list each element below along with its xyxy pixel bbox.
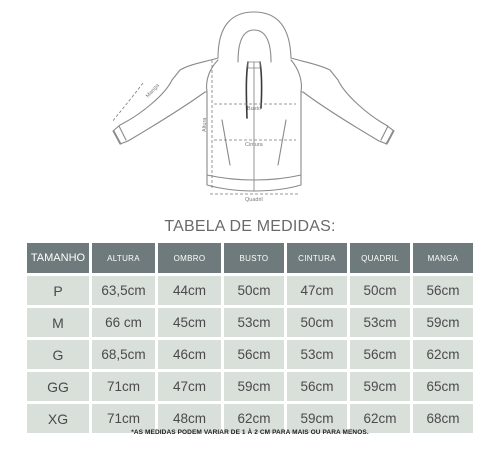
- table-row: [27, 340, 473, 369]
- cintura-label: Cintura: [245, 142, 263, 148]
- cintura-cell: 56cm: [287, 372, 347, 401]
- hood-outline: [218, 12, 291, 58]
- quadril-cell: 62cm: [350, 404, 410, 433]
- size-cell: G: [27, 340, 89, 369]
- manga-cell: 65cm: [413, 372, 473, 401]
- header-quadril: QUADRIL: [350, 243, 410, 273]
- altura-cell: 71cm: [92, 404, 155, 433]
- size-cell: M: [27, 308, 89, 337]
- footnote: *AS MEDIDAS PODEM VARIAR DE 1 À 2 CM PARA MAIS OU PARA MENOS.: [131, 429, 369, 436]
- table-row: [27, 372, 473, 401]
- busto-cell: 59cm: [224, 372, 284, 401]
- left-pocket: [222, 120, 230, 165]
- ombro-cell: 45cm: [158, 308, 221, 337]
- altura-cell: 63,5cm: [92, 276, 155, 305]
- manga-label: Manga: [145, 82, 161, 100]
- right-cuff-seam: [381, 126, 388, 140]
- ombro-cell: 47cm: [158, 372, 221, 401]
- table-header-row: [27, 243, 473, 273]
- header-manga: MANGA: [413, 243, 473, 273]
- header-altura: ALTURA: [92, 243, 155, 273]
- altura-cell: 68,5cm: [92, 340, 155, 369]
- altura-cell: 71cm: [92, 372, 155, 401]
- quadril-cell: 50cm: [350, 276, 410, 305]
- table-row: [27, 276, 473, 305]
- busto-cell: 56cm: [224, 340, 284, 369]
- quadril-cell: 59cm: [350, 372, 410, 401]
- table-row: [27, 308, 473, 337]
- busto-cell: 62cm: [224, 404, 284, 433]
- quadril-cell: 53cm: [350, 308, 410, 337]
- header-busto: BUSTO: [224, 243, 284, 273]
- manga-cell: 56cm: [413, 276, 473, 305]
- busto-label: Busto: [247, 106, 262, 112]
- header-ombro: OMBRO: [158, 243, 221, 273]
- manga-cell: 68cm: [413, 404, 473, 433]
- ombro-cell: 44cm: [158, 276, 221, 305]
- cintura-cell: 47cm: [287, 276, 347, 305]
- table-title: TABELA DE MEDIDAS:: [164, 218, 336, 235]
- size-cell: P: [27, 276, 89, 305]
- ombro-cell: 48cm: [158, 404, 221, 433]
- quadril-cell: 56cm: [350, 340, 410, 369]
- manga-cell: 59cm: [413, 308, 473, 337]
- hoodie-illustration: [0, 0, 500, 210]
- size-cell: XG: [27, 404, 89, 433]
- right-armhole: [291, 60, 301, 92]
- cintura-cell: 59cm: [287, 404, 347, 433]
- altura-label: Altura: [202, 117, 208, 132]
- hood-opening: [238, 30, 271, 62]
- right-cuff: [386, 131, 393, 144]
- altura-cell: 66 cm: [92, 308, 155, 337]
- quadril-label: Quadril: [245, 197, 263, 203]
- size-table: [24, 240, 476, 436]
- hoodie-drawing: [0, 0, 500, 210]
- left-cuff: [114, 131, 121, 144]
- body-left-outline: [113, 58, 254, 191]
- header-cintura: CINTURA: [287, 243, 347, 273]
- ombro-cell: 46cm: [158, 340, 221, 369]
- busto-cell: 53cm: [224, 308, 284, 337]
- busto-cell: 50cm: [224, 276, 284, 305]
- left-cuff-seam: [119, 126, 126, 140]
- manga-cell: 62cm: [413, 340, 473, 369]
- right-drawstring: [260, 62, 262, 108]
- cintura-cell: 53cm: [287, 340, 347, 369]
- header-tamanho: TAMANHO: [27, 243, 89, 273]
- manga-measure-line: [112, 83, 143, 122]
- body-right-outline: [254, 58, 394, 191]
- size-cell: GG: [27, 372, 89, 401]
- right-pocket: [278, 120, 286, 165]
- cintura-cell: 50cm: [287, 308, 347, 337]
